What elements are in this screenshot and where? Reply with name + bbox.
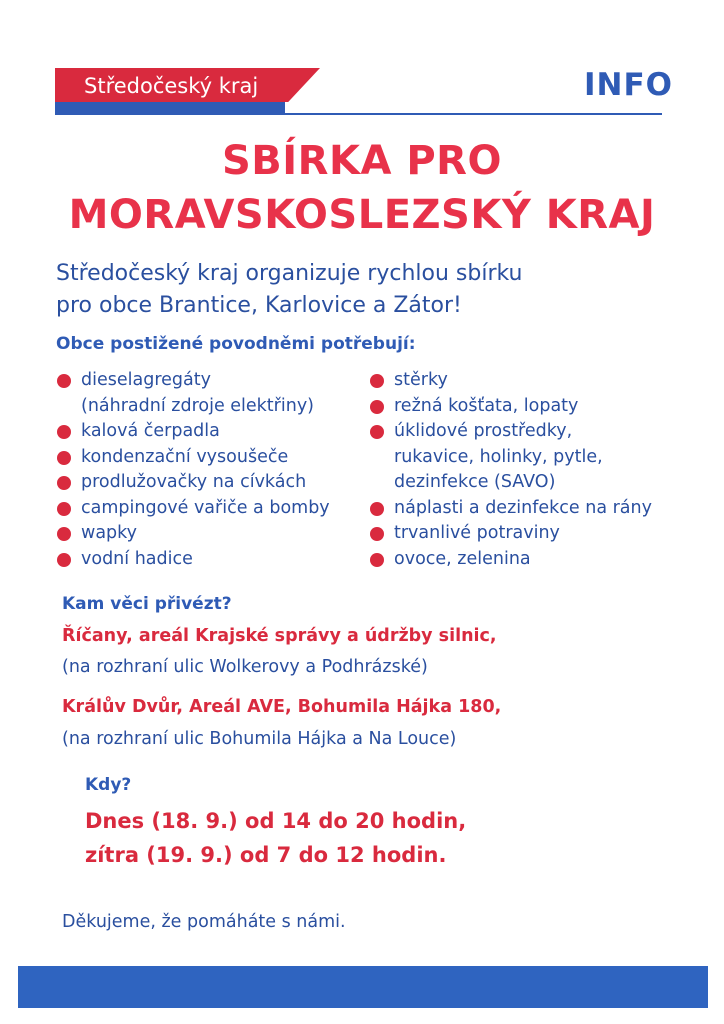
needs-item-text: prodlužovačky na cívkách (81, 472, 307, 492)
needs-list-item (55, 419, 330, 445)
bullet-dot-icon (57, 451, 71, 465)
needs-item-text: vodní hadice (81, 548, 193, 569)
bullet-dot-icon (57, 553, 71, 567)
needs-item-text: wapky (81, 523, 138, 543)
needs-item-text: campingové vařiče a bomby (81, 497, 330, 518)
needs-item-text: úklidové prostředky, (394, 421, 573, 441)
page-title-line-1: SBÍRKA PRO (222, 138, 502, 184)
needs-list-right (368, 368, 652, 572)
bullet-dot-icon (370, 502, 384, 516)
bullet-dot-icon (57, 502, 71, 516)
needs-item-text: trvanlivé potraviny (394, 523, 560, 543)
needs-item-text: režná košťata, lopaty (394, 395, 579, 416)
needs-list-item (368, 496, 652, 522)
thanks-text: Děkujeme, že pomáháte s námi. (62, 912, 346, 932)
when-tomorrow: zítra (19. 9.) od 7 do 12 hodin. (85, 843, 447, 867)
needs-list-item (55, 368, 330, 419)
needs-item-text: dezinfekce (SAVO) (394, 472, 556, 492)
needs-list-left (55, 368, 330, 572)
needs-list-item (55, 547, 330, 573)
needs-item-text: kalová čerpadla (81, 421, 220, 441)
region-label: Středočeský kraj (84, 74, 259, 98)
bullet-dot-icon (370, 374, 384, 388)
needs-item-text: rukavice, holinky, pytle, (394, 446, 603, 467)
needs-list-item (368, 547, 652, 573)
needs-list-item (368, 394, 652, 420)
intro-line-2: pro obce Brantice, Karlovice a Zátor! (56, 293, 462, 318)
bullet-dot-icon (370, 553, 384, 567)
location-1-description: (na rozhraní ulic Wolkerovy a Podhrázské) (62, 657, 428, 677)
needs-list-item (55, 521, 330, 547)
needs-item-text: (náhradní zdroje elektřiny) (81, 395, 315, 416)
needs-item-text: kondenzační vysoušeče (81, 446, 289, 467)
bullet-dot-icon (57, 425, 71, 439)
needs-list-item (55, 496, 330, 522)
needs-list-item (55, 445, 330, 471)
needs-list-item (368, 521, 652, 547)
needs-item-text: náplasti a dezinfekce na rány (394, 497, 652, 518)
location-1-name: Říčany, areál Krajské správy a údržby silnic, (62, 626, 497, 646)
needs-list-item (55, 470, 330, 496)
when-heading: Kdy? (85, 775, 132, 795)
bullet-dot-icon (57, 476, 71, 490)
footer-bar (18, 966, 708, 1008)
bullet-dot-icon (57, 527, 71, 541)
page-title-line-2: MORAVSKOSLEZSKÝ KRAJ (68, 192, 656, 238)
where-heading: Kam věci přivézt? (62, 594, 232, 614)
header-rule (55, 113, 662, 115)
bullet-dot-icon (57, 374, 71, 388)
needs-item-text: ovoce, zelenina (394, 548, 531, 569)
needs-list-item (368, 368, 652, 394)
needs-heading: Obce postižené povodněmi potřebují: (56, 334, 416, 354)
needs-list-item (368, 419, 652, 496)
info-label: INFO (584, 67, 674, 103)
location-2-description: (na rozhraní ulic Bohumila Hájka a Na Louce) (62, 729, 457, 749)
intro-line-1: Středočeský kraj organizuje rychlou sbírku (56, 261, 523, 286)
intro-text (56, 258, 676, 322)
location-2-name: Králův Dvůr, Areál AVE, Bohumila Hájka 180, (62, 697, 502, 717)
when-today: Dnes (18. 9.) od 14 do 20 hodin, (85, 809, 467, 833)
bullet-dot-icon (370, 400, 384, 414)
needs-item-text: stěrky (394, 370, 448, 390)
needs-item-text: dieselagregáty (81, 370, 211, 390)
bullet-dot-icon (370, 527, 384, 541)
bullet-dot-icon (370, 425, 384, 439)
